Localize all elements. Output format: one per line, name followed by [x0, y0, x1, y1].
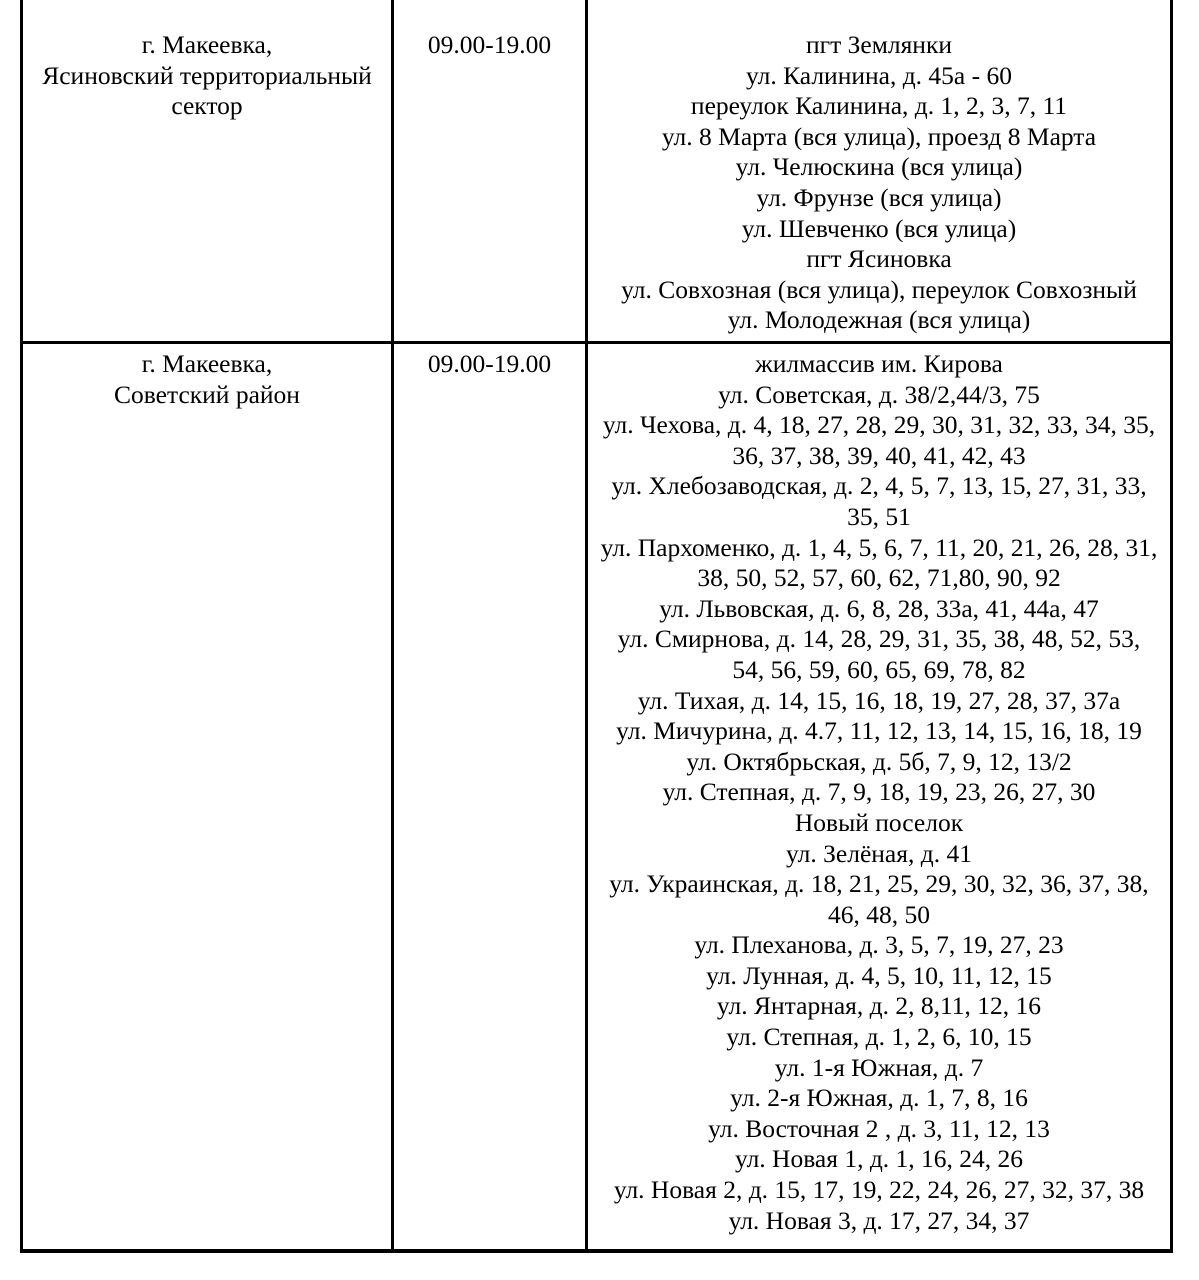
- text-line: ул. 2-я Южная, д. 1, 7, 8, 16: [730, 1083, 1028, 1113]
- text-line: ул. Тихая, д. 14, 15, 16, 18, 19, 27, 28, 37, 37а: [637, 685, 1121, 715]
- text-line: ул. Новая 3, д. 17, 27, 34, 37: [728, 1205, 1030, 1235]
- district-cell-row2: [23, 344, 394, 1249]
- text-line: 35, 51: [847, 501, 911, 531]
- text-line: ул. Октябрьская, д. 5б, 7, 9, 12, 13/2: [686, 746, 1072, 776]
- time-value-row1: 09.00-19.00: [427, 30, 552, 59]
- district-cell-row1: [23, 0, 394, 344]
- text-line: ул. Степная, д. 1, 2, 6, 10, 15: [726, 1022, 1032, 1052]
- text-line: ул. Совхозная (вся улица), переулок Совхозный: [621, 274, 1137, 304]
- text-line: Новый поселок: [794, 807, 964, 837]
- outage-schedule-table: [20, 0, 1173, 1253]
- text-line: Ясиновский территориальный: [42, 60, 372, 90]
- text-line: переулок Калинина, д. 1, 2, 3, 7, 11: [690, 91, 1068, 121]
- text-line: 46, 48, 50: [828, 899, 930, 929]
- text-line: 54, 56, 59, 60, 65, 69, 78, 82: [732, 654, 1026, 684]
- text-line: ул. Степная, д. 7, 9, 18, 19, 23, 26, 27, 30: [662, 777, 1096, 807]
- text-line: ул. Смирнова, д. 14, 28, 29, 31, 35, 38, 48, 52, 53,: [617, 624, 1141, 654]
- text-line: ул. Новая 1, д. 1, 16, 24, 26: [734, 1144, 1024, 1174]
- text-line: ул. Лунная, д. 4, 5, 10, 11, 12, 15: [706, 960, 1052, 990]
- text-line: ул. Львовская, д. 6, 8, 28, 33а, 41, 44а, 47: [659, 593, 1099, 623]
- time-cell-row2: [394, 344, 588, 1249]
- text-line: ул. Янтарная, д. 2, 8,11, 12, 16: [716, 991, 1042, 1021]
- text-line: ул. Челюскина (вся улица): [735, 152, 1023, 182]
- text-line: ул. Восточная 2 , д. 3, 11, 12, 13: [708, 1113, 1050, 1143]
- text-line: 36, 37, 38, 39, 40, 41, 42, 43: [732, 440, 1026, 470]
- text-line: ул. 1-я Южная, д. 7: [774, 1052, 984, 1082]
- text-line: ул. Фрунзе (вся улица): [756, 182, 1002, 212]
- text-line: ул. 8 Марта (вся улица), проезд 8 Марта: [661, 121, 1097, 151]
- text-line: ул. Пархоменко, д. 1, 4, 5, 6, 7, 11, 20, 21, 26, 28, 31,: [600, 532, 1158, 562]
- text-line: пгт Ясиновка: [806, 244, 952, 274]
- text-line: сектор: [171, 91, 243, 121]
- text-line: ул. Чехова, д. 4, 18, 27, 28, 29, 30, 31, 32, 33, 34, 35,: [602, 410, 1156, 440]
- text-line: ул. Советская, д. 38/2,44/3, 75: [718, 379, 1040, 409]
- text-line: ул. Калинина, д. 45а - 60: [746, 60, 1012, 90]
- time-value-row2: 09.00-19.00: [427, 349, 552, 378]
- text-line: 38, 50, 52, 57, 60, 62, 71,80, 90, 92: [697, 563, 1061, 593]
- text-line: ул. Зелёная, д. 41: [786, 838, 972, 868]
- text-line: г. Макеевка,: [141, 30, 273, 59]
- text-line: жилмассив им. Кирова: [755, 349, 1003, 378]
- text-line: пгт Землянки: [806, 30, 952, 59]
- addresses-cell-row1: [588, 0, 1170, 344]
- text-line: ул. Шевченко (вся улица): [741, 213, 1017, 243]
- text-line: г. Макеевка,: [141, 349, 273, 378]
- text-line: ул. Украинская, д. 18, 21, 25, 29, 30, 32, 36, 37, 38,: [609, 869, 1149, 899]
- text-line: Советский район: [114, 379, 300, 409]
- text-line: ул. Мичурина, д. 4.7, 11, 12, 13, 14, 15, 16, 18, 19: [616, 716, 1142, 746]
- text-line: ул. Плеханова, д. 3, 5, 7, 19, 27, 23: [694, 930, 1064, 960]
- text-line: ул. Новая 2, д. 15, 17, 19, 22, 24, 26, 27, 32, 37, 38: [613, 1175, 1145, 1205]
- time-cell-row1: [394, 0, 588, 344]
- addresses-cell-row2: [588, 344, 1170, 1249]
- text-line: ул. Молодежная (вся улица): [727, 305, 1031, 335]
- text-line: ул. Хлебозаводская, д. 2, 4, 5, 7, 13, 15, 27, 31, 33,: [611, 471, 1147, 501]
